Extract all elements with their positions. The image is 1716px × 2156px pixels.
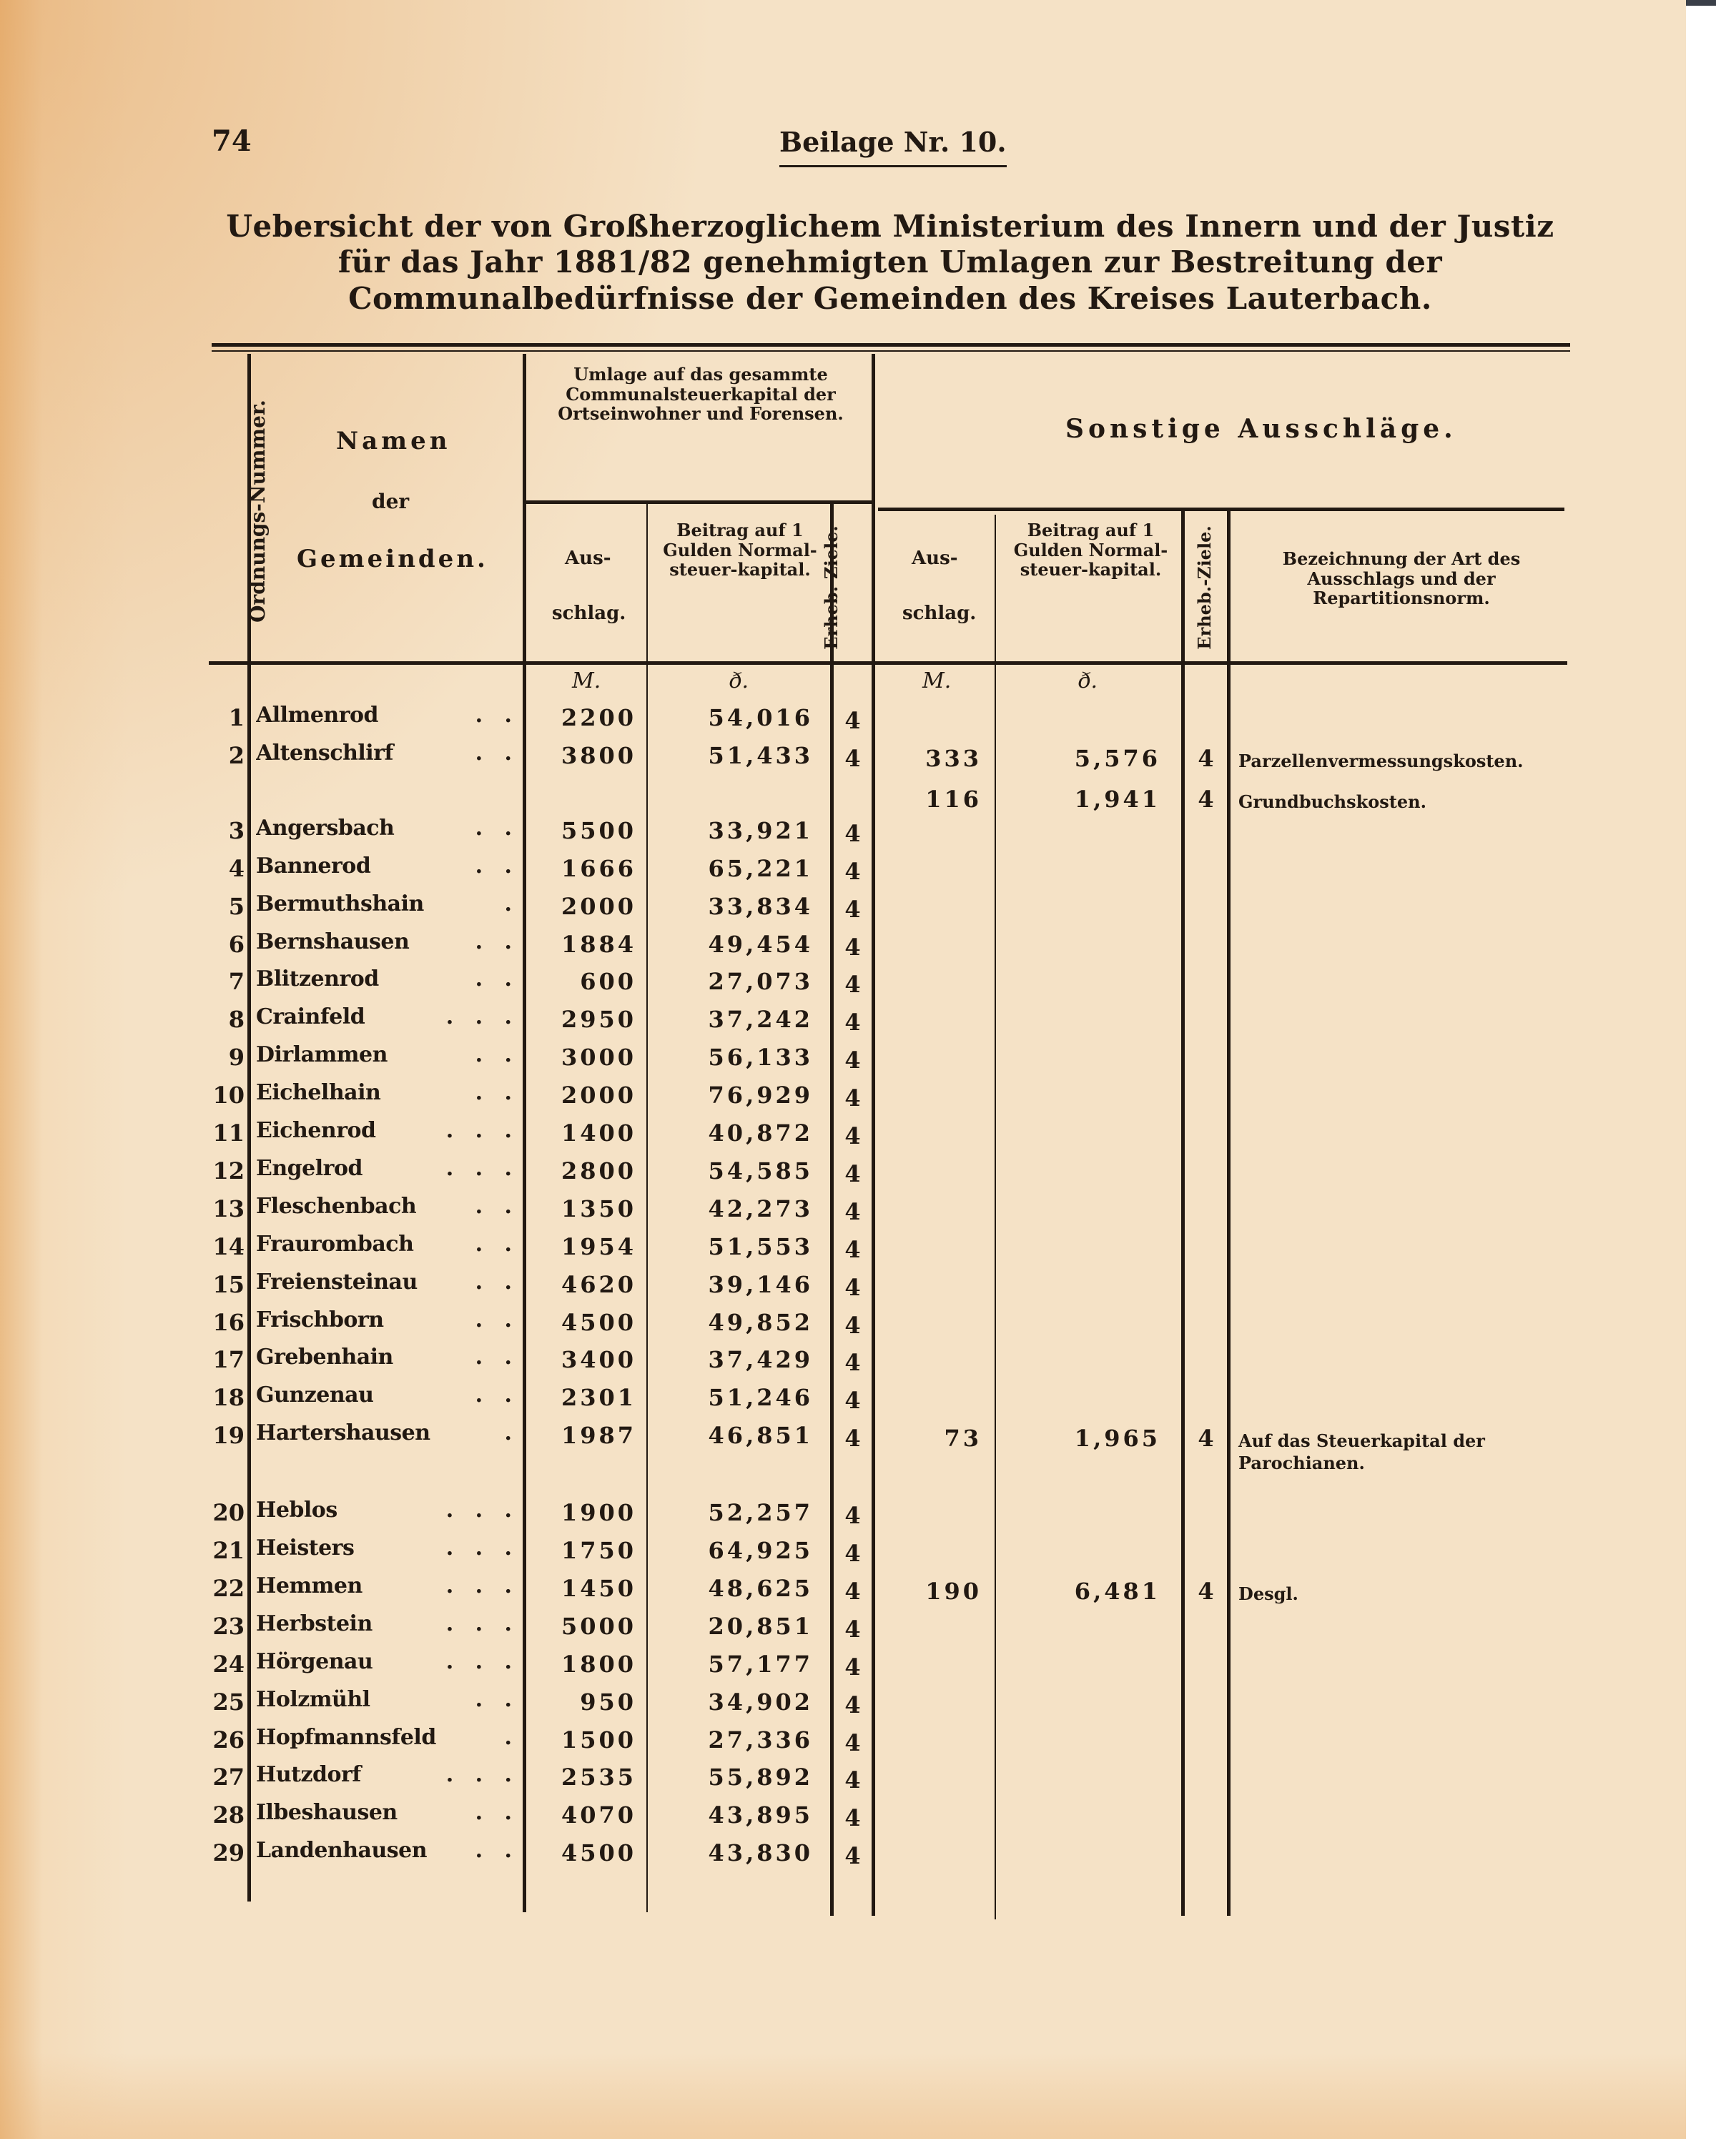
- header-sonstige-group: Sonstige Ausschläge.: [1065, 414, 1457, 444]
- gemeinde-name: Blitzenrod: [256, 969, 379, 992]
- leader-dots: . . .: [445, 1157, 519, 1180]
- gemeinde-name-cell: [256, 1840, 519, 1869]
- gemeinde-name-cell: [256, 818, 519, 846]
- row-number: 27: [212, 1764, 245, 1791]
- leader-dots: . .: [475, 1195, 519, 1217]
- umlage-beitrag: 76,929: [708, 1082, 813, 1109]
- row-number: 22: [212, 1574, 245, 1602]
- umlage-ausschlag: 2200: [561, 704, 636, 731]
- umlage-beitrag: 48,625: [708, 1574, 813, 1602]
- row-number: 17: [212, 1346, 245, 1374]
- header-sonst-beitrag: Beitrag auf 1 Gulden Normal-steuer-kapital.: [1013, 520, 1168, 580]
- gemeinde-name-cell: [256, 1802, 519, 1831]
- leader-dots: . . .: [445, 1651, 519, 1673]
- gemeinde-name-cell: [256, 1727, 519, 1756]
- leader-dots: . .: [475, 1309, 519, 1331]
- header-namen-line2: der: [372, 490, 410, 513]
- umlage-ausschlag: 2000: [561, 892, 636, 920]
- umlage-ausschlag: 1987: [561, 1422, 636, 1450]
- umlage-ausschlag: 4620: [561, 1270, 636, 1298]
- umlage-subheader-rule: [524, 500, 874, 504]
- running-head-rule: [779, 165, 1007, 167]
- umlage-beitrag: 51,246: [708, 1384, 813, 1412]
- col-divider-sonst-beitrag-ziele: [1181, 511, 1185, 1916]
- leader-dots: . . .: [445, 1613, 519, 1635]
- gemeinde-name: Hörgenau: [256, 1651, 373, 1674]
- gemeinde-name: Hemmen: [256, 1575, 363, 1598]
- gemeinde-name: Hopfmannsfeld: [256, 1726, 436, 1750]
- gemeinde-name-cell: [256, 1538, 519, 1566]
- page-number: 74: [212, 124, 252, 158]
- row-number: 4: [228, 854, 245, 882]
- umlage-ausschlag: 3400: [561, 1346, 636, 1374]
- sonstige-erheb-ziele: 4: [1198, 1577, 1214, 1605]
- umlage-ausschlag: 950: [580, 1688, 636, 1716]
- row-number: 1: [228, 704, 245, 731]
- sonstige-bezeichnung: Parzellenvermessungskosten.: [1238, 750, 1524, 771]
- gemeinde-name: Fleschenbach: [256, 1195, 417, 1219]
- sonstige-erheb-ziele: 4: [1198, 785, 1214, 813]
- gemeinde-name: Landenhausen: [256, 1840, 428, 1864]
- umlage-beitrag: 54,585: [708, 1157, 813, 1185]
- umlage-erheb-ziele: 4: [844, 1047, 861, 1074]
- row-number: 18: [212, 1384, 245, 1412]
- gemeinde-name: Holzmühl: [256, 1688, 370, 1712]
- gemeinde-name: Freiensteinau: [256, 1271, 418, 1295]
- gemeinde-name-cell: [256, 1764, 519, 1793]
- header-sonst-ausschlag-line2: schlag.: [902, 603, 977, 624]
- gemeinde-name: Bannerod: [256, 855, 371, 879]
- gemeinde-name: Hutzdorf: [256, 1764, 361, 1788]
- row-number: 14: [212, 1232, 245, 1260]
- umlage-beitrag: 37,242: [708, 1006, 813, 1034]
- leader-dots: . .: [475, 817, 519, 839]
- umlage-beitrag: 57,177: [708, 1650, 813, 1678]
- sonstige-beitrag: 5,576: [1074, 744, 1160, 772]
- gemeinde-name: Altenschlirf: [256, 742, 393, 766]
- umlage-erheb-ziele: 4: [844, 1691, 861, 1719]
- gemeinde-name: Eichenrod: [256, 1120, 376, 1143]
- row-number: 3: [228, 816, 245, 844]
- umlage-erheb-ziele: 4: [844, 1804, 861, 1832]
- leader-dots: . .: [475, 1688, 519, 1711]
- umlage-erheb-ziele: 4: [844, 744, 861, 772]
- umlage-ausschlag: 5000: [561, 1612, 636, 1640]
- sonstige-erheb-ziele: 4: [1198, 1425, 1214, 1453]
- umlage-ausschlag: 1666: [561, 854, 636, 882]
- umlage-ausschlag: 1900: [561, 1499, 636, 1527]
- umlage-erheb-ziele: 4: [844, 1577, 861, 1605]
- gemeinde-name-cell: [256, 1120, 519, 1149]
- gemeinde-name-cell: [256, 1272, 519, 1300]
- page-title: Uebersicht der von Großherzoglichem Ministerium des Innern und der Justiz für das Jahr 1881/82 genehmigten Umlagen zur Bestreitung der Communalbedürfnisse der Gemeinden des Kreises Lauterbach.: [226, 209, 1554, 316]
- gemeinde-name: Heisters: [256, 1538, 355, 1561]
- umlage-erheb-ziele: 4: [844, 1311, 861, 1339]
- running-head: Beilage Nr. 10.: [779, 126, 1007, 158]
- gemeinde-name-cell: [256, 931, 519, 960]
- gemeinde-name-cell: [256, 1234, 519, 1262]
- gemeinde-name: Herbstein: [256, 1613, 373, 1636]
- row-number: 24: [212, 1650, 245, 1678]
- col-divider-name: [523, 354, 526, 1912]
- header-beitrag: Beitrag auf 1 Gulden Normal-steuer-kapital.: [663, 520, 817, 580]
- umlage-ausschlag: 4070: [561, 1801, 636, 1829]
- header-umlage-group: Umlage auf das gesammte Communalsteuerkapital der Ortseinwohner und Forensen.: [558, 364, 844, 425]
- gemeinde-name: Gunzenau: [256, 1385, 374, 1408]
- sonstige-ausschlag: 73: [944, 1425, 982, 1453]
- umlage-beitrag: 49,852: [708, 1308, 813, 1336]
- umlage-beitrag: 40,872: [708, 1119, 813, 1147]
- umlage-erheb-ziele: 4: [844, 1122, 861, 1149]
- leader-dots: . . .: [445, 1120, 519, 1142]
- umlage-ausschlag: 1750: [561, 1537, 636, 1564]
- col-divider-sonst-aus-beitrag: [995, 515, 996, 1919]
- leader-dots: . .: [475, 931, 519, 953]
- row-number: 29: [212, 1839, 245, 1867]
- row-number: 9: [228, 1044, 245, 1072]
- umlage-erheb-ziele: 4: [844, 819, 861, 847]
- leader-dots: . .: [475, 1802, 519, 1824]
- umlage-ausschlag: 1884: [561, 930, 636, 958]
- umlage-erheb-ziele: 4: [844, 1009, 861, 1037]
- umlage-beitrag: 37,429: [708, 1346, 813, 1374]
- umlage-erheb-ziele: 4: [844, 1425, 861, 1453]
- gemeinde-name: Engelrod: [256, 1157, 363, 1181]
- umlage-erheb-ziele: 4: [844, 1273, 861, 1301]
- umlage-erheb-ziele: 4: [844, 933, 861, 961]
- gemeinde-name-cell: [256, 1007, 519, 1035]
- leader-dots: . . .: [445, 1575, 519, 1597]
- umlage-beitrag: 55,892: [708, 1764, 813, 1791]
- gemeinde-name-cell: [256, 1385, 519, 1413]
- umlage-ausschlag: 1954: [561, 1232, 636, 1260]
- leader-dots: . .: [475, 1840, 519, 1862]
- umlage-beitrag: 64,925: [708, 1537, 813, 1564]
- row-number: 19: [212, 1422, 245, 1450]
- gemeinde-name: Allmenrod: [256, 705, 379, 728]
- row-number: 15: [212, 1270, 245, 1298]
- umlage-erheb-ziele: 4: [844, 1842, 861, 1870]
- umlage-erheb-ziele: 4: [844, 1159, 861, 1187]
- header-sonst-erheb-ziele: Erheb.-Ziele.: [1194, 525, 1215, 650]
- umlage-ausschlag: 1800: [561, 1650, 636, 1678]
- scan-edge-mark: [1686, 0, 1716, 6]
- umlage-erheb-ziele: 4: [844, 1653, 861, 1681]
- gemeinde-name-cell: [256, 1310, 519, 1338]
- gemeinde-name: Eichelhain: [256, 1082, 381, 1106]
- leader-dots: . .: [475, 1233, 519, 1255]
- leader-dots: . .: [475, 705, 519, 726]
- leader-dots: . .: [475, 1044, 519, 1067]
- gemeinde-name-cell: [256, 743, 519, 771]
- col-divider-aus-beitrag: [646, 500, 648, 1912]
- umlage-beitrag: 54,016: [708, 704, 813, 731]
- gemeinde-name-cell: [256, 1158, 519, 1187]
- header-sonst-ausschlag-line1: Aus-: [912, 548, 958, 569]
- header-ausschlag-line1: Aus-: [565, 548, 611, 569]
- umlage-ausschlag: 2535: [561, 1764, 636, 1791]
- unit-sonst-pfennig: ð.: [1078, 668, 1098, 693]
- gemeinde-name-cell: [256, 1500, 519, 1528]
- umlage-beitrag: 39,146: [708, 1270, 813, 1298]
- sonstige-bezeichnung: Grundbuchskosten.: [1238, 791, 1426, 812]
- row-number: 23: [212, 1612, 245, 1640]
- umlage-beitrag: 46,851: [708, 1422, 813, 1450]
- gemeinde-name: Dirlammen: [256, 1044, 388, 1068]
- umlage-ausschlag: 1500: [561, 1726, 636, 1754]
- umlage-ausschlag: 600: [580, 968, 636, 996]
- umlage-beitrag: 43,895: [708, 1801, 813, 1829]
- row-number: 13: [212, 1195, 245, 1222]
- gemeinde-name: Heblos: [256, 1500, 337, 1523]
- umlage-beitrag: 42,273: [708, 1195, 813, 1222]
- umlage-ausschlag: 3800: [561, 741, 636, 769]
- leader-dots: . . .: [445, 1007, 519, 1029]
- header-ordnungs-nummer: Ordnungs-Nummer.: [246, 400, 270, 623]
- sonstige-bezeichnung: Desgl.: [1238, 1583, 1298, 1604]
- leader-dots: . . .: [445, 1764, 519, 1786]
- umlage-beitrag: 20,851: [708, 1612, 813, 1640]
- leader-dots: .: [504, 1726, 519, 1749]
- sonstige-bezeichnung: Auf das Steuerkapital der Parochianen.: [1238, 1430, 1485, 1474]
- row-number: 16: [212, 1308, 245, 1336]
- gemeinde-name: Bernshausen: [256, 931, 410, 954]
- gemeinde-name-cell: [256, 1689, 519, 1718]
- gemeinde-name: Fraurombach: [256, 1233, 414, 1257]
- row-number: 20: [212, 1499, 245, 1527]
- umlage-ausschlag: 1400: [561, 1119, 636, 1147]
- gemeinde-name-cell: [256, 969, 519, 997]
- row-number: 28: [212, 1801, 245, 1829]
- header-namen-line1: Namen: [336, 427, 451, 455]
- gemeinde-name-cell: [256, 1423, 519, 1451]
- unit-pfennig: ð.: [729, 668, 749, 693]
- sonstige-erheb-ziele: 4: [1198, 744, 1214, 772]
- leader-dots: .: [504, 1423, 519, 1445]
- umlage-erheb-ziele: 4: [844, 1729, 861, 1756]
- row-number: 11: [212, 1119, 245, 1147]
- gemeinde-name-cell: [256, 705, 519, 733]
- table-top-rule: [212, 343, 1570, 347]
- gemeinde-name-cell: [256, 1082, 519, 1111]
- row-number: 10: [212, 1082, 245, 1109]
- umlage-erheb-ziele: 4: [844, 857, 861, 885]
- umlage-ausschlag: 2950: [561, 1006, 636, 1034]
- gemeinde-name: Bermuthshain: [256, 893, 424, 916]
- umlage-beitrag: 65,221: [708, 854, 813, 882]
- gemeinde-name-cell: [256, 1651, 519, 1680]
- row-number: 2: [228, 741, 245, 769]
- gemeinde-name-cell: [256, 1347, 519, 1375]
- umlage-erheb-ziele: 4: [844, 1084, 861, 1112]
- sonstige-beitrag: 6,481: [1074, 1577, 1160, 1605]
- umlage-erheb-ziele: 4: [844, 1387, 861, 1415]
- umlage-erheb-ziele: 4: [844, 1349, 861, 1377]
- gemeinde-name: Hartershausen: [256, 1423, 430, 1446]
- umlage-ausschlag: 4500: [561, 1839, 636, 1867]
- col-divider-ziele-bezeichnung: [1227, 511, 1231, 1916]
- leader-dots: .: [504, 893, 519, 915]
- umlage-beitrag: 52,257: [708, 1499, 813, 1527]
- header-erheb-ziele: Erheb.-Ziele.: [821, 525, 842, 650]
- umlage-beitrag: 51,553: [708, 1232, 813, 1260]
- leader-dots: . . .: [445, 1538, 519, 1559]
- header-bottom-rule: [209, 661, 1567, 665]
- row-number: 25: [212, 1688, 245, 1716]
- sonstige-ausschlag: 333: [925, 744, 982, 772]
- header-namen-line3: Gemeinden.: [297, 545, 488, 573]
- umlage-erheb-ziele: 4: [844, 895, 861, 923]
- unit-sonst-mark: M.: [922, 668, 952, 693]
- leader-dots: . .: [475, 1271, 519, 1293]
- leader-dots: . .: [475, 855, 519, 877]
- umlage-beitrag: 34,902: [708, 1688, 813, 1716]
- sonstige-ausschlag: 116: [925, 785, 982, 813]
- table-top-rule-thin: [212, 350, 1570, 352]
- gemeinde-name: Frischborn: [256, 1309, 384, 1332]
- umlage-beitrag: 33,921: [708, 816, 813, 844]
- umlage-ausschlag: 3000: [561, 1044, 636, 1072]
- sonstige-beitrag: 1,941: [1074, 785, 1160, 813]
- gemeinde-name: Grebenhain: [256, 1347, 393, 1370]
- leader-dots: . .: [475, 1385, 519, 1407]
- umlage-ausschlag: 5500: [561, 816, 636, 844]
- umlage-erheb-ziele: 4: [844, 1502, 861, 1530]
- gemeinde-name-cell: [256, 894, 519, 922]
- gemeinde-name: Crainfeld: [256, 1007, 365, 1030]
- gemeinde-name-cell: [256, 1576, 519, 1604]
- umlage-erheb-ziele: 4: [844, 971, 861, 999]
- umlage-beitrag: 49,454: [708, 930, 813, 958]
- gemeinde-name: Angersbach: [256, 817, 395, 841]
- umlage-ausschlag: 2000: [561, 1082, 636, 1109]
- umlage-erheb-ziele: 4: [844, 1766, 861, 1794]
- gemeinde-name: Ilbeshausen: [256, 1802, 398, 1826]
- umlage-beitrag: 27,336: [708, 1726, 813, 1754]
- row-number: 26: [212, 1726, 245, 1754]
- umlage-beitrag: 43,830: [708, 1839, 813, 1867]
- sonstige-beitrag: 1,965: [1074, 1425, 1160, 1453]
- header-bezeichnung: Bezeichnung der Art des Ausschlags und der Repartitionsnorm.: [1282, 548, 1521, 609]
- leader-dots: . .: [475, 1082, 519, 1104]
- leader-dots: . . .: [445, 1500, 519, 1522]
- leader-dots: . .: [475, 969, 519, 991]
- row-number: 8: [228, 1006, 245, 1034]
- umlage-ausschlag: 4500: [561, 1308, 636, 1336]
- umlage-ausschlag: 1450: [561, 1574, 636, 1602]
- umlage-beitrag: 33,834: [708, 892, 813, 920]
- unit-mark: M.: [572, 668, 601, 693]
- gemeinde-name-cell: [256, 1196, 519, 1225]
- umlage-ausschlag: 2800: [561, 1157, 636, 1185]
- umlage-ausschlag: 1350: [561, 1195, 636, 1222]
- gemeinde-name-cell: [256, 1044, 519, 1073]
- umlage-beitrag: 27,073: [708, 968, 813, 996]
- gemeinde-name-cell: [256, 856, 519, 884]
- umlage-erheb-ziele: 4: [844, 707, 861, 734]
- col-divider-group: [872, 354, 875, 1916]
- umlage-erheb-ziele: 4: [844, 1615, 861, 1643]
- umlage-erheb-ziele: 4: [844, 1197, 861, 1225]
- leader-dots: . .: [475, 742, 519, 764]
- umlage-erheb-ziele: 4: [844, 1540, 861, 1567]
- gemeinde-name-cell: [256, 1613, 519, 1642]
- sonstige-ausschlag: 190: [925, 1577, 982, 1605]
- row-number: 6: [228, 930, 245, 958]
- umlage-ausschlag: 2301: [561, 1384, 636, 1412]
- umlage-beitrag: 56,133: [708, 1044, 813, 1072]
- umlage-erheb-ziele: 4: [844, 1235, 861, 1263]
- row-number: 5: [228, 892, 245, 920]
- umlage-beitrag: 51,433: [708, 741, 813, 769]
- header-ausschlag-line2: schlag.: [552, 603, 626, 624]
- leader-dots: . .: [475, 1347, 519, 1369]
- row-number: 12: [212, 1157, 245, 1185]
- row-number: 7: [228, 968, 245, 996]
- sonstige-subheader-rule: [878, 508, 1564, 511]
- row-number: 21: [212, 1537, 245, 1564]
